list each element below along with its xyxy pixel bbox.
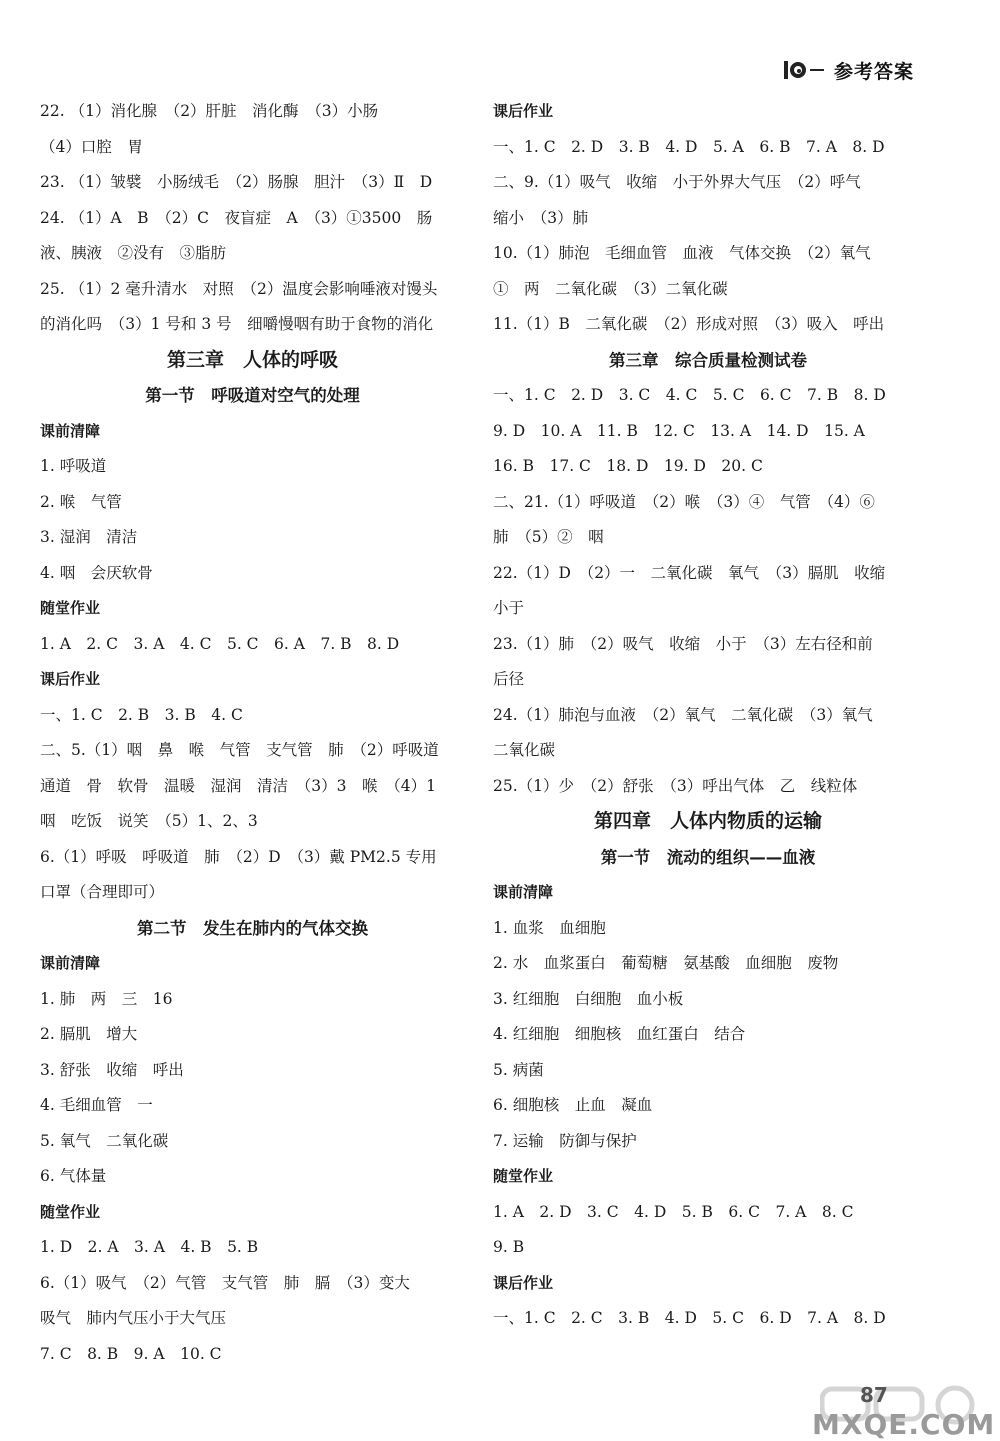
answer-line: 7. C 8. B 9. A 10. C <box>40 1344 222 1363</box>
answer-line: 22.（1）D （2）一 二氧化碳 氧气 （3）膈肌 收缩 <box>493 563 886 582</box>
answer-line: 1. A 2. C 3. A 4. C 5. C 6. A 7. B 8. D <box>40 634 400 653</box>
page-header <box>784 52 914 88</box>
header-title: 参考答案 <box>833 60 914 83</box>
answer-line: 7. 运输 防御与保护 <box>493 1131 637 1150</box>
section-heading: 第一节 流动的组织——血液 <box>600 847 816 867</box>
answer-line: 10.（1）肺泡 毛细血管 血液 气体交换 （2）氧气 <box>493 244 871 262</box>
answer-line: 3. 舒张 收缩 呼出 <box>40 1060 184 1079</box>
left-column <box>40 94 465 1372</box>
section-heading: 第三章 综合质量检测试卷 <box>609 350 807 370</box>
subsection-label: 课后作业 <box>40 670 101 688</box>
subsection-label: 课后作业 <box>493 1273 554 1292</box>
answer-line: 一、1. C 2. D 3. B 4. D 5. A 6. B 7. A 8. D <box>493 137 885 156</box>
answer-line: 二、9.（1）吸气 收缩 小于外界大气压 （2）呼气 <box>493 173 861 191</box>
subsection-label: 课前清障 <box>40 421 101 440</box>
answer-line: 液、胰液 ②没有 ③脂肪 <box>40 244 227 262</box>
page-number: 87 <box>860 1383 888 1407</box>
answer-line: 16. B 17. C 18. D 19. D 20. C <box>493 457 763 475</box>
book-logo-icon <box>784 61 824 79</box>
answer-line: 一、1. C 2. B 3. B 4. C <box>40 705 243 724</box>
answer-line: 的消化吗 （3）1 号和 3 号 细嚼慢咽有助于食物的消化 <box>40 315 434 333</box>
answer-line: 一、1. C 2. C 3. B 4. D 5. C 6. D 7. A 8. D <box>493 1309 886 1327</box>
right-column <box>493 94 923 1337</box>
answer-line: 2. 膈肌 增大 <box>40 1025 138 1043</box>
subsection-label: 随堂作业 <box>493 1167 554 1185</box>
answer-line: 肺 （5）② 咽 <box>493 528 604 546</box>
section-heading: 第一节 呼吸道对空气的处理 <box>145 386 360 405</box>
subsection-label: 课前清障 <box>493 883 554 901</box>
answer-line: 1. A 2. D 3. C 4. D 5. B 6. C 7. A 8. C <box>493 1202 854 1221</box>
answer-line: 6. 细胞核 止血 凝血 <box>493 1096 653 1114</box>
answer-line: 2. 水 血浆蛋白 葡萄糖 氨基酸 血细胞 废物 <box>493 954 839 972</box>
answer-line: 5. 病菌 <box>493 1060 544 1079</box>
answer-line: 口罩（合理即可） <box>40 883 165 901</box>
answer-line: 5. 氧气 二氧化碳 <box>40 1131 169 1150</box>
answer-line: 1. 肺 两 三 16 <box>40 989 173 1008</box>
answer-line: 小于 <box>493 599 525 617</box>
answer-line: 9. B <box>493 1238 525 1256</box>
subsection-label: 课后作业 <box>493 102 554 120</box>
answer-line: 4. 咽 会厌软骨 <box>40 563 153 582</box>
section-heading: 第二节 发生在肺内的气体交换 <box>137 918 368 938</box>
answer-line: 1. D 2. A 3. A 4. B 5. B <box>40 1238 259 1256</box>
answer-line: 9. D 10. A 11. B 12. C 13. A 14. D 15. A <box>493 421 865 440</box>
answer-line: 6. 气体量 <box>40 1167 107 1185</box>
subsection-label: 课前清障 <box>40 954 101 972</box>
answer-line: 11.（1）B 二氧化碳 （2）形成对照 （3）吸入 呼出 <box>493 315 885 333</box>
answer-line: 后径 <box>493 670 525 688</box>
subsection-label: 随堂作业 <box>40 599 101 617</box>
answer-line: 6.（1）呼吸 呼吸道 肺 （2）D （3）戴 PM2.5 专用 <box>40 847 437 866</box>
chapter-heading: 第四章 人体内物质的运输 <box>593 810 822 832</box>
answer-line: 25. （1）2 毫升清水 对照 （2）温度会影响唾液对馒头 <box>40 279 438 298</box>
answer-line: 一、1. C 2. D 3. C 4. C 5. C 6. C 7. B 8. D <box>493 386 886 404</box>
watermark-text: MXQE.COM <box>812 1408 996 1441</box>
answer-line: 4. 毛细血管 一 <box>40 1096 153 1114</box>
answer-line: 1. 血浆 血细胞 <box>493 918 606 937</box>
answer-line: 22. （1）消化腺 （2）肝脏 消化酶 （3）小肠 <box>40 102 379 120</box>
answer-line: 3. 红细胞 白细胞 血小板 <box>493 989 684 1008</box>
answer-line: （4）口腔 胃 <box>40 137 143 156</box>
answer-line: 24.（1）肺泡与血液 （2）氧气 二氧化碳 （3）氧气 <box>493 705 873 724</box>
answer-line: 二、5.（1）咽 鼻 喉 气管 支气管 肺 （2）呼吸道 <box>40 741 439 759</box>
answer-line: 咽 吃饭 说笑 （5）1、2、3 <box>40 812 258 830</box>
answer-line: 6.（1）吸气 （2）气管 支气管 肺 膈 （3）变大 <box>40 1273 410 1292</box>
subsection-label: 随堂作业 <box>40 1202 101 1221</box>
answer-line: 24. （1）A B （2）C 夜盲症 A （3）①3500 肠 <box>40 208 433 227</box>
answer-line: 25.（1）少 （2）舒张 （3）呼出气体 乙 线粒体 <box>493 776 858 795</box>
answer-line: 23.（1）肺 （2）吸气 收缩 小于 （3）左右径和前 <box>493 634 873 653</box>
answer-line: 二、21.（1）呼吸道 （2）喉 （3）④ 气管 （4）⑥ <box>493 492 875 511</box>
answer-line: 4. 红细胞 细胞核 血红蛋白 结合 <box>493 1025 746 1043</box>
chapter-heading: 第三章 人体的呼吸 <box>166 348 338 371</box>
answer-line: 2. 喉 气管 <box>40 492 122 511</box>
answer-line: 吸气 肺内气压小于大气压 <box>40 1309 227 1327</box>
answer-line: ① 两 二氧化碳 （3）二氧化碳 <box>493 279 728 298</box>
answer-line: 通道 骨 软骨 温暖 湿润 清洁 （3）3 喉 （4）1 <box>40 776 436 795</box>
answer-line: 二氧化碳 <box>493 741 556 759</box>
answer-line: 3. 湿润 清洁 <box>40 528 138 546</box>
answer-line: 缩小 （3）肺 <box>493 208 589 227</box>
answer-line: 23. （1）皱襞 小肠绒毛 （2）肠腺 胆汁 （3）Ⅱ D <box>40 173 433 191</box>
answer-line: 1. 呼吸道 <box>40 457 107 475</box>
